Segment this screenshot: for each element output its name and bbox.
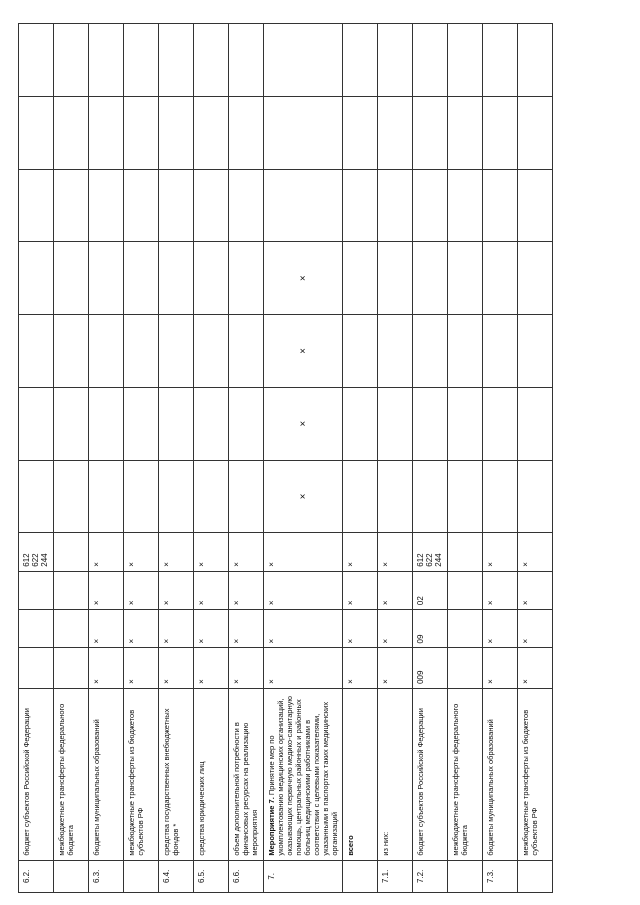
code-cell-c3: × [124,571,159,609]
budget-table [18,23,553,893]
code-cell-c3 [448,571,483,609]
code-cell-c2 [448,610,483,648]
table-body [19,24,553,893]
row-number [124,860,159,892]
value-cell [448,315,483,388]
row-name-text: бюджеты муниципальных образований [486,719,495,856]
value-cell [194,315,229,388]
code-cell-c2 [54,610,89,648]
value-cell [229,460,264,533]
row-number [54,860,89,892]
value-cell [448,24,483,97]
code-cell-c3: × [378,571,413,609]
code-cell-c2: × [518,610,553,648]
value-cell [483,460,518,533]
value-cell [413,242,448,315]
code-cell-c4: × [518,533,553,571]
value-cell [229,96,264,169]
value-cell [19,242,54,315]
code-cell-c2: × [483,610,518,648]
row-name-text: средства юридических лиц [197,761,206,856]
value-cell [483,169,518,242]
value-cell [264,24,343,97]
value-cell [518,460,553,533]
row-name [413,688,448,860]
row-name [229,688,264,860]
code-cell-c1: × [159,648,194,688]
code-cell-c3 [19,571,54,609]
value-cell [19,460,54,533]
value-cell [159,387,194,460]
code-cell-c3: × [518,571,553,609]
value-cell: × [264,387,343,460]
value-cell [19,96,54,169]
value-cell [159,460,194,533]
code-cell-c2: × [378,610,413,648]
value-cell [264,169,343,242]
row-number [343,860,378,892]
table-row [229,24,264,893]
table-row [518,24,553,893]
value-cell [159,96,194,169]
value-cell [264,96,343,169]
value-cell [229,315,264,388]
value-cell [518,169,553,242]
value-cell [124,169,159,242]
code-cell-c3: × [229,571,264,609]
code-cell-c1 [54,648,89,688]
value-cell [413,96,448,169]
row-name-bold: всего [346,835,355,856]
code-cell-c1 [19,648,54,688]
value-cell [89,96,124,169]
value-cell [448,96,483,169]
code-cell-c3: × [159,571,194,609]
row-number: 7. [264,860,343,892]
code-cell-c1: 009 [413,648,448,688]
code-cell-c2 [19,610,54,648]
value-cell [54,24,89,97]
value-cell [89,242,124,315]
value-cell [54,96,89,169]
row-name [343,688,378,860]
code-cell-c1: × [264,648,343,688]
code-cell-c4 [54,533,89,571]
row-number [448,860,483,892]
value-cell [448,169,483,242]
table-row [194,24,229,893]
code-cell-c1: × [194,648,229,688]
value-cell [413,460,448,533]
row-name [89,688,124,860]
code-cell-c1: × [89,648,124,688]
value-cell [518,387,553,460]
row-name-text: межбюджетные трансферты федерального бюджета [57,703,75,856]
value-cell [194,387,229,460]
value-cell [378,242,413,315]
table-row [413,24,448,893]
code-cell-c2: × [159,610,194,648]
table-row [54,24,89,893]
value-cell [483,24,518,97]
value-cell [518,315,553,388]
code-cell-c2: × [124,610,159,648]
value-cell [229,242,264,315]
row-name [483,688,518,860]
code-cell-c1: × [229,648,264,688]
code-cell-c2: 09 [413,610,448,648]
row-name-text: межбюджетные трансферты из бюджетов субъектов РФ [127,709,145,856]
value-cell [19,24,54,97]
value-cell [483,315,518,388]
code-cell-c4 [448,533,483,571]
row-number: 6.2. [19,860,54,892]
value-cell [518,242,553,315]
value-cell [124,242,159,315]
row-name-text: межбюджетные трансферты федерального бюджета [451,703,469,856]
value-cell [343,24,378,97]
row-name-text: объем дополнительной потребности в финансовых ресурсах на реализацию мероприятия [232,722,259,856]
value-cell [89,24,124,97]
code-cell-c2: × [229,610,264,648]
code-cell-c4: × [89,533,124,571]
row-name-text: Принятие мер по укомплектованию медицинских организаций, оказывающих первичную медико-санитарную помощь, центральных районных и районных больниц медицинскими работниками в соответствии с целевыми показателями, указанными в паспортах таких медицинских организаций [267,695,339,856]
value-cell [159,315,194,388]
value-cell [448,387,483,460]
code-cell-c3: × [483,571,518,609]
value-cell [378,315,413,388]
code-cell-c1: × [518,648,553,688]
value-cell [378,96,413,169]
code-cell-c4: × [229,533,264,571]
row-number: 6.4. [159,860,194,892]
value-cell [343,460,378,533]
row-number: 6.6. [229,860,264,892]
value-cell [54,169,89,242]
row-name-text: бюджеты муниципальных образований [92,719,101,856]
row-number: 6.5. [194,860,229,892]
value-cell [518,96,553,169]
value-cell [413,387,448,460]
value-cell [518,24,553,97]
row-number: 7.1. [378,860,413,892]
code-cell-c4: 612 622 244 [19,533,54,571]
value-cell [413,315,448,388]
code-cell-c1: × [124,648,159,688]
code-cell-c3: × [343,571,378,609]
value-cell [343,169,378,242]
row-name-text: бюджет субъектов Российской Федерации [22,708,31,856]
row-name [378,688,413,860]
value-cell [229,24,264,97]
value-cell [89,387,124,460]
value-cell: × [264,242,343,315]
value-cell [54,242,89,315]
value-cell [124,387,159,460]
value-cell [19,169,54,242]
value-cell [378,387,413,460]
table-row [264,24,343,893]
value-cell [194,242,229,315]
code-cell-c4: × [159,533,194,571]
row-number: 6.3. [89,860,124,892]
value-cell [54,460,89,533]
table-row [124,24,159,893]
row-name [264,688,343,860]
code-cell-c4: × [483,533,518,571]
code-cell-c1: × [378,648,413,688]
value-cell [159,169,194,242]
row-name [54,688,89,860]
row-name [448,688,483,860]
row-name [19,688,54,860]
table-row [343,24,378,893]
row-name-text: средства государственных внебюджетных фондов * [162,708,180,856]
code-cell-c3 [54,571,89,609]
code-cell-c2: × [194,610,229,648]
value-cell: × [264,460,343,533]
value-cell [448,460,483,533]
row-name [124,688,159,860]
row-number [518,860,553,892]
code-cell-c1: × [343,648,378,688]
value-cell [378,460,413,533]
code-cell-c3: × [194,571,229,609]
value-cell [483,96,518,169]
code-cell-c3: 02 [413,571,448,609]
code-cell-c1: × [483,648,518,688]
row-name [159,688,194,860]
value-cell [194,460,229,533]
code-cell-c4: × [264,533,343,571]
value-cell [194,24,229,97]
code-cell-c2: × [264,610,343,648]
value-cell [124,315,159,388]
table-row [89,24,124,893]
value-cell [483,387,518,460]
code-cell-c4: 612 622 244 [413,533,448,571]
value-cell [378,24,413,97]
value-cell [413,169,448,242]
value-cell [194,169,229,242]
value-cell [229,169,264,242]
table-row [448,24,483,893]
value-cell [19,315,54,388]
row-number: 7.2. [413,860,448,892]
value-cell [229,387,264,460]
value-cell [124,460,159,533]
row-name [194,688,229,860]
row-name-text: из них: [381,831,390,856]
row-number: 7.3. [483,860,518,892]
value-cell [343,96,378,169]
code-cell-c2: × [89,610,124,648]
value-cell [378,169,413,242]
value-cell [159,24,194,97]
value-cell [448,242,483,315]
table-row [19,24,54,893]
value-cell [343,387,378,460]
code-cell-c1 [448,648,483,688]
code-cell-c3: × [89,571,124,609]
value-cell [124,96,159,169]
row-name [518,688,553,860]
value-cell [343,315,378,388]
table-row [378,24,413,893]
value-cell [159,242,194,315]
value-cell [483,242,518,315]
code-cell-c3: × [264,571,343,609]
value-cell [413,24,448,97]
table-row [483,24,518,893]
value-cell [89,169,124,242]
value-cell [89,460,124,533]
value-cell [194,96,229,169]
row-name-text: бюджет субъектов Российской Федерации [416,708,425,856]
code-cell-c4: × [124,533,159,571]
value-cell [343,242,378,315]
code-cell-c4: × [378,533,413,571]
table-row [159,24,194,893]
value-cell: × [264,315,343,388]
row-name-bold: Мероприятие 7. [267,797,276,856]
value-cell [54,387,89,460]
value-cell [89,315,124,388]
value-cell [19,387,54,460]
value-cell [124,24,159,97]
code-cell-c4: × [343,533,378,571]
code-cell-c4: × [194,533,229,571]
row-name-text: межбюджетные трансферты из бюджетов субъектов РФ [521,709,539,856]
code-cell-c2: × [343,610,378,648]
value-cell [54,315,89,388]
